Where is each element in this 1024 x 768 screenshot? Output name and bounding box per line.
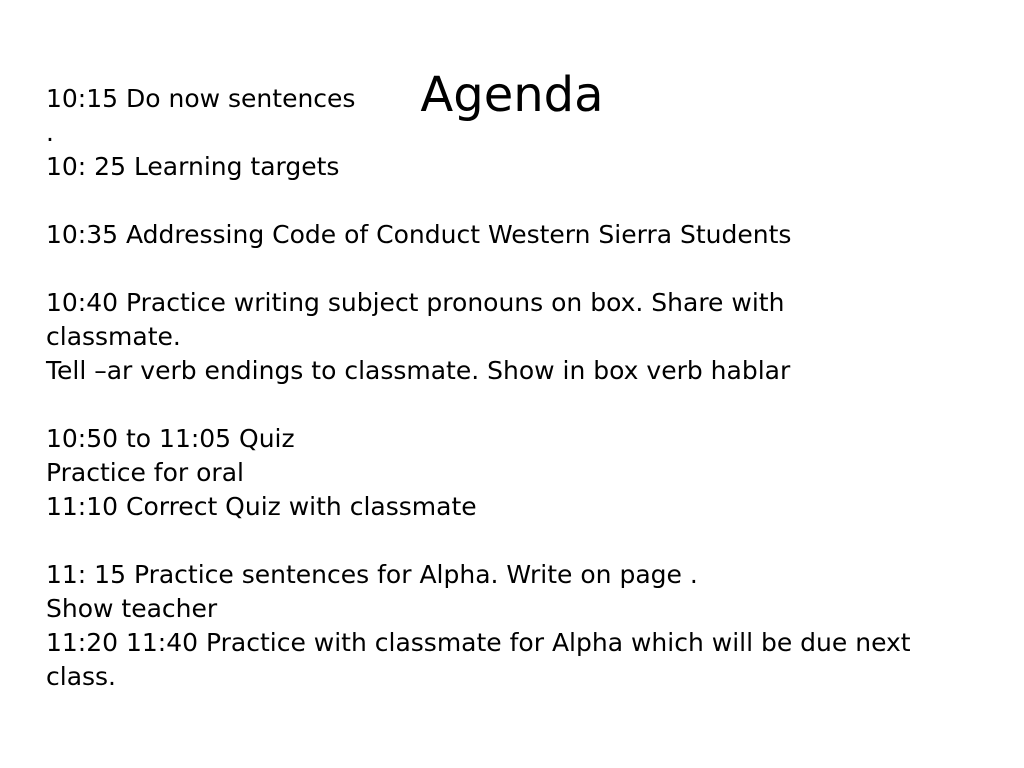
- agenda-body: [46, 82, 996, 694]
- agenda-line: 10:50 to 11:05 Quiz: [46, 424, 295, 453]
- agenda-line: .: [46, 118, 54, 147]
- agenda-blank-line: [46, 388, 996, 422]
- agenda-line: 11:10 Correct Quiz with classmate: [46, 492, 477, 521]
- agenda-line: classmate.: [46, 322, 181, 351]
- agenda-line: 10:15 Do now sentences: [46, 84, 356, 113]
- agenda-line: 11: 15 Practice sentences for Alpha. Write on page .: [46, 560, 698, 589]
- slide-title: Agenda: [420, 67, 604, 123]
- agenda-line: 10:40 Practice writing subject pronouns on box. Share with: [46, 288, 785, 317]
- agenda-line: Practice for oral: [46, 458, 244, 487]
- agenda-line: Show teacher: [46, 594, 218, 623]
- agenda-line: 10:35 Addressing Code of Conduct Western Sierra Students: [46, 220, 792, 249]
- agenda-line: class.: [46, 662, 117, 691]
- agenda-blank-line: [46, 184, 996, 218]
- agenda-blank-line: [46, 252, 996, 286]
- agenda-line: 10: 25 Learning targets: [46, 152, 340, 181]
- agenda-line: 11:20 11:40 Practice with classmate for Alpha which will be due next: [46, 628, 911, 657]
- agenda-line: Tell –ar verb endings to classmate. Show in box verb hablar: [46, 356, 791, 385]
- agenda-blank-line: [46, 524, 996, 558]
